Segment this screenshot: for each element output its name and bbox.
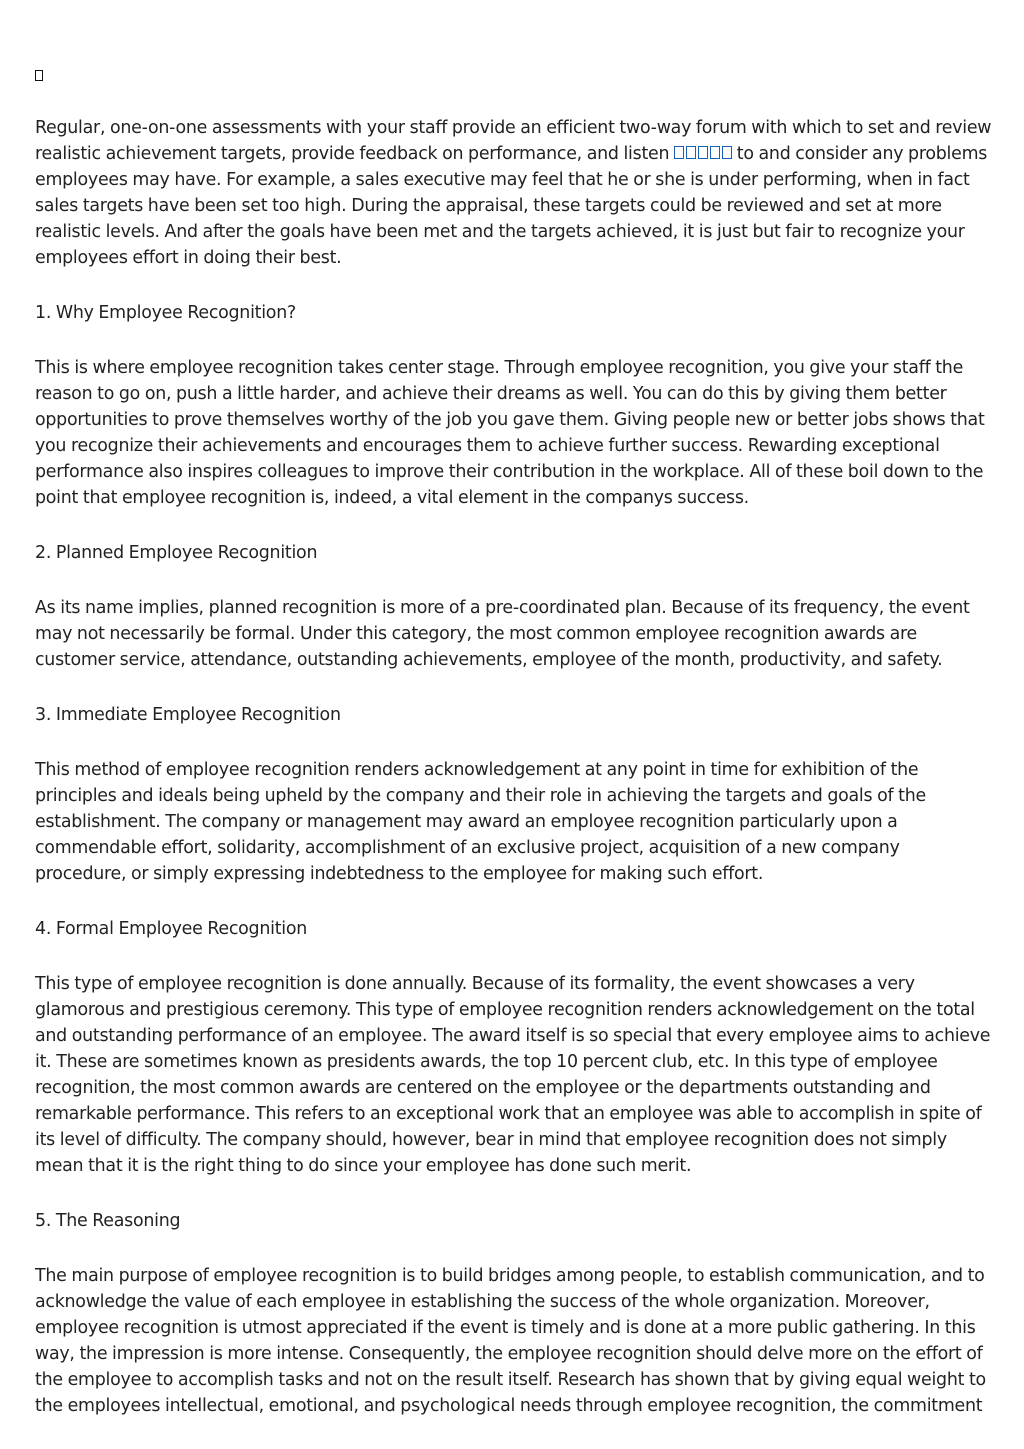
section-body: This method of employee recognition renders acknowledgement at any point in time for exhibition of the principles and ideals being upheld by the company and their role in achieving the targets and goals of the establishment. The company or management may award an employee recognition particularly upon a commendable effort, solidarity, accomplishment of an exclusive project, acquisition of a new company procedure, or simply expressing indebtedness to the employee for making such effort. xyxy=(35,760,926,884)
section-heading: 4. Formal Employee Recognition xyxy=(35,919,308,939)
section-body: As its name implies, planned recognition is more of a pre-coordinated plan. Because of its frequency, the event may not necessarily be formal. Under this category, the most common employee recognition awards are customer service, attendance, outstanding achievements, employee of the month, productivity, and safety. xyxy=(35,598,970,670)
section-body: The main purpose of employee recognition is to build bridges among people, to establish communication, and to acknowledge the value of each employee in establishing the success of the whole organization. Moreover, employee recognition is utmost appreciated if the event is timely and is done at a more public gathering. In this way, the impression is more intense. Consequently, the employee recognition should delve more on the effort of the employee to accomplish tasks and not on the result itself. Research has shown that by giving equal weight to the employees intellectual, emotional, and psychological needs through employee recognition, the commitment xyxy=(35,1266,986,1416)
intro-paragraph xyxy=(35,115,993,271)
top-icon-row xyxy=(35,60,993,88)
missing-glyph-icon xyxy=(698,146,708,159)
missing-glyph-icon xyxy=(722,146,732,159)
section-heading: 3. Immediate Employee Recognition xyxy=(35,705,341,725)
intro-text-after-link: to and consider any problems employees may have. For example, a sales executive may feel that he or she is under performing, when in fact sales targets have been set too high. During the appraisal, these targets could be reviewed and set at more realistic levels. And after the goals have been met and the targets achieved, it is just but fair to recognize your employees effort in doing their best. xyxy=(35,144,988,268)
section-heading: 5. The Reasoning xyxy=(35,1211,181,1231)
missing-glyph-icon xyxy=(686,146,696,159)
intro-text-before-link: Regular, one-on-one assessments with your staff provide an efficient two-way forum with which to set and review realistic achievement targets, provide feedback on performance, and listen xyxy=(35,118,992,164)
missing-glyph-icon xyxy=(710,146,720,159)
section-body: This type of employee recognition is done annually. Because of its formality, the event showcases a very glamorous and prestigious ceremony. This type of employee recognition renders acknowledgement on the total and outstanding performance of an employee. The award itself is so special that every employee aims to achieve it. These are sometimes known as presidents awards, the top 10 percent club, etc. In this type of employee recognition, the most common awards are centered on the employee or the departments outstanding and remarkable performance. This refers to an exceptional work that an employee was able to accomplish in spite of its level of difficulty. The company should, however, bear in mind that employee recognition does not simply mean that it is the right thing to do since your employee has done such merit. xyxy=(35,974,991,1176)
section-body: This is where employee recognition takes center stage. Through employee recognition, you give your staff the reason to go on, push a little harder, and achieve their dreams as well. You can do this by giving them better opportunities to prove themselves worthy of the job you gave them. Giving people new or better jobs shows that you recognize their achievements and encourages them to achieve further success. Rewarding exceptional performance also inspires colleagues to improve their contribution in the workplace. All of these boil down to the point that employee recognition is, indeed, a vital element in the companys success. xyxy=(35,358,985,508)
section-heading: 2. Planned Employee Recognition xyxy=(35,543,318,563)
inline-link[interactable] xyxy=(674,146,732,159)
section-heading: 1. Why Employee Recognition? xyxy=(35,303,296,323)
missing-glyph-icon xyxy=(35,70,43,81)
missing-glyph-icon xyxy=(674,146,684,159)
document-page xyxy=(35,60,993,1448)
